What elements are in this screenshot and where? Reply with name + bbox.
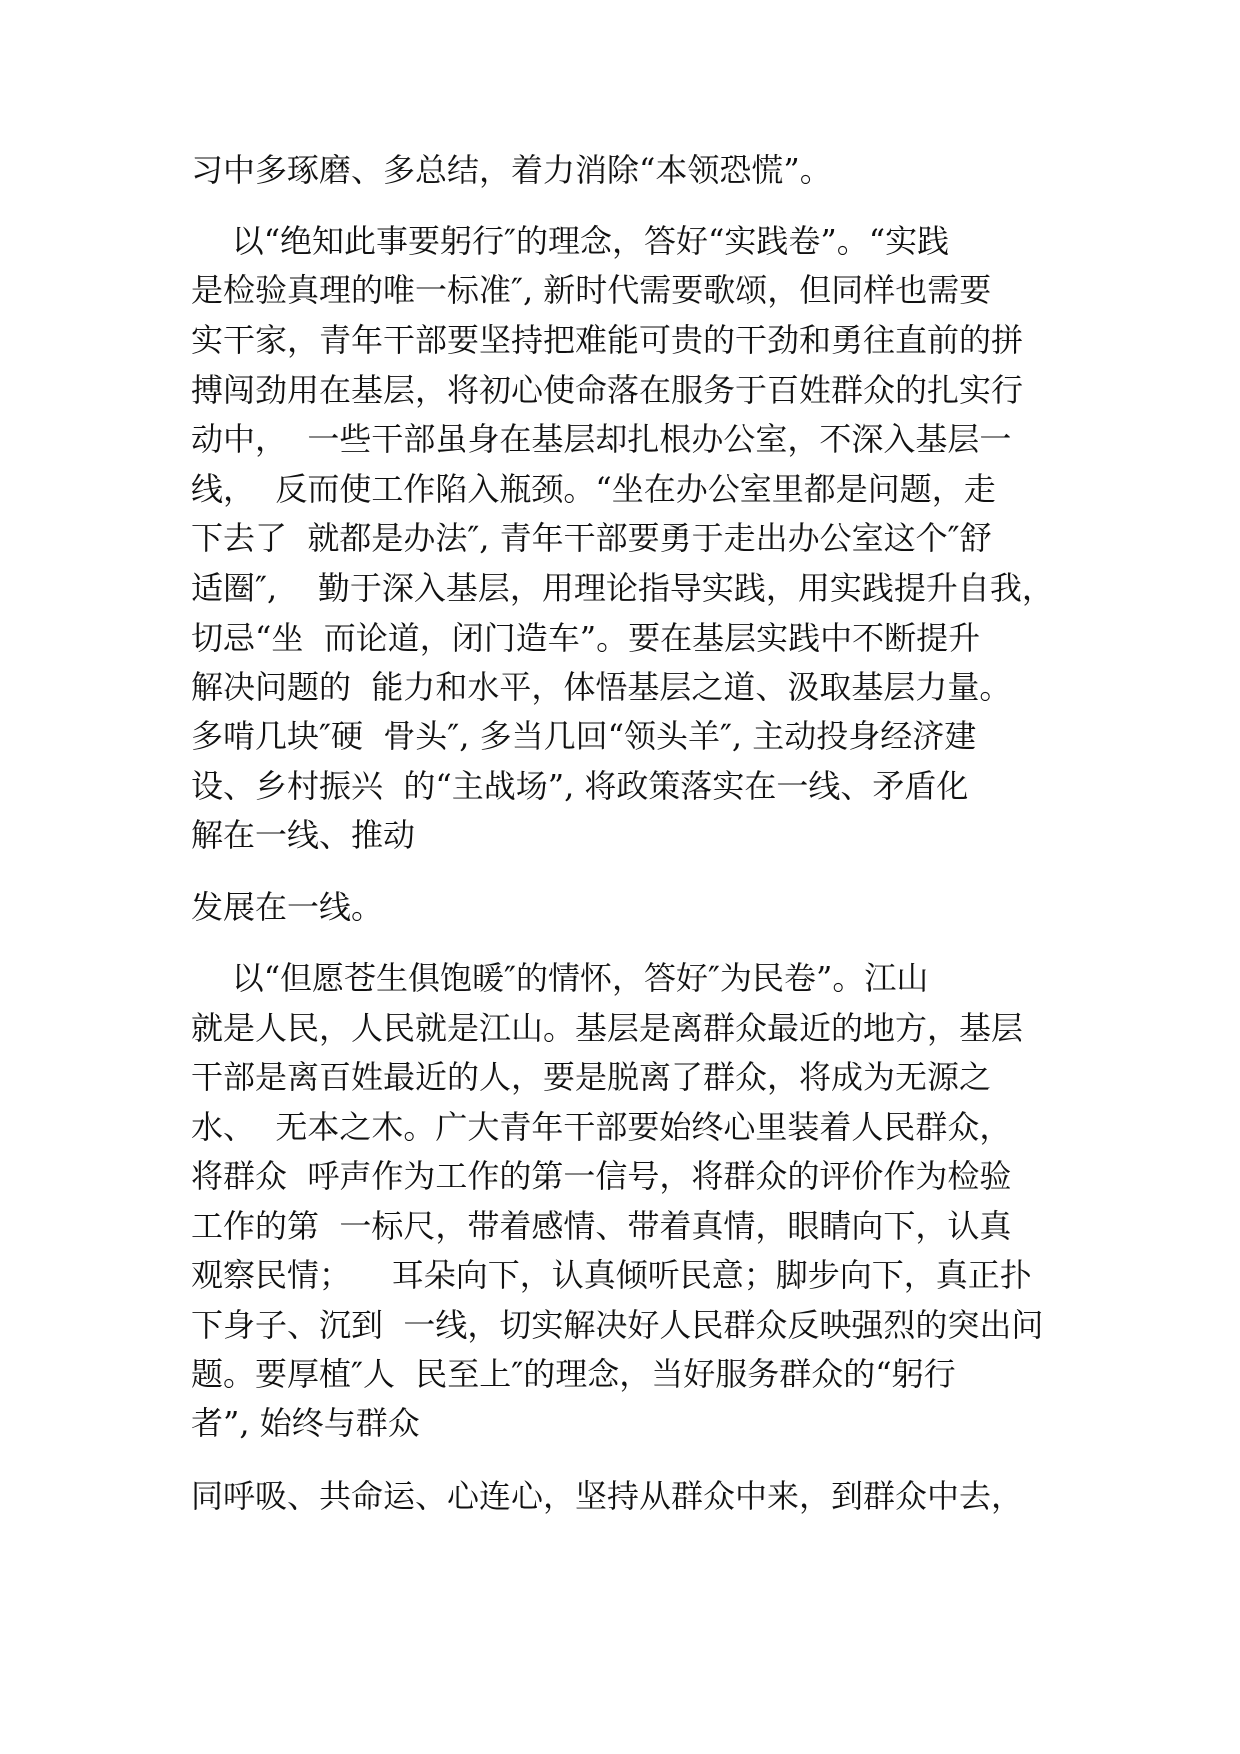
text-line: 下身子、沉到 一线，切实解决好人民群众反映强烈的突出问 bbox=[191, 1306, 1044, 1344]
text-line: 适圈″, 勤于深入基层，用理论指导实践，用实践提升自我， bbox=[191, 569, 1054, 607]
text-line: 是检验真理的唯一标准″, 新时代需要歌颂，但同样也需要 bbox=[191, 271, 992, 309]
text-line: 多啃几块″硬 骨头″, 多当几回“领头羊″, 主动投身经济建 bbox=[191, 717, 977, 755]
text-line: 工作的第 一标尺，带着感情、带着真情，眼睛向下，认真 bbox=[191, 1207, 1012, 1245]
text-line: 解在一线、推动 bbox=[191, 816, 416, 854]
text-line: 搏闯劲用在基层，将初心使命落在服务于百姓群众的扎实行 bbox=[191, 371, 1024, 409]
text-line: 下去了 就都是办法″, 青年干部要勇于走出办公室这个″舒 bbox=[191, 519, 992, 557]
text-line: 习中多琢磨、多总结，着力消除“本领恐慌”。 bbox=[191, 151, 832, 189]
text-line: 题。要厚植″人 民至上″的理念，当好服务群众的“躬行 bbox=[191, 1355, 956, 1393]
text-line: 观察民情； 耳朵向下，认真倾听民意；脚步向下，真正扑 bbox=[191, 1256, 1032, 1294]
text-line: 者”, 始终与群众 bbox=[191, 1404, 420, 1442]
text-line: 解决问题的 能力和水平，体悟基层之道、汲取基层力量。 bbox=[191, 668, 1012, 706]
text-line: 切忌“坐 而论道，闭门造车”。要在基层实践中不断提升 bbox=[191, 619, 981, 657]
text-line: 同呼吸、共命运、心连心，坚持从群众中来，到群众中去， bbox=[191, 1477, 1024, 1515]
text-line: 将群众 呼声作为工作的第一信号，将群众的评价作为检验 bbox=[191, 1157, 1012, 1195]
text-line: 线， 反而使工作陷入瓶颈。“坐在办公室里都是问题，走 bbox=[191, 470, 996, 508]
text-line: 以“绝知此事要躬行″的理念，答好“实践卷”。“实践 bbox=[191, 222, 950, 260]
text-line: 就是人民，人民就是江山。基层是离群众最近的地方，基层 bbox=[191, 1009, 1024, 1047]
text-line: 以“但愿苍生俱饱暖″的情怀，答好″为民卷”。江山 bbox=[191, 959, 929, 997]
text-line: 实干家，青年干部要坚持把难能可贵的干劲和勇往直前的拼 bbox=[191, 321, 1024, 359]
text-line: 发展在一线。 bbox=[191, 888, 384, 926]
text-line: 干部是离百姓最近的人，要是脱离了群众，将成为无源之 bbox=[191, 1058, 992, 1096]
text-line: 设、乡村振兴 的“主战场”, 将政策落实在一线、矛盾化 bbox=[191, 767, 969, 805]
text-line: 水、 无本之木。广大青年干部要始终心里装着人民群众， bbox=[191, 1108, 1012, 1146]
text-line: 动中， 一些干部虽身在基层却扎根办公室，不深入基层一 bbox=[191, 420, 1012, 458]
